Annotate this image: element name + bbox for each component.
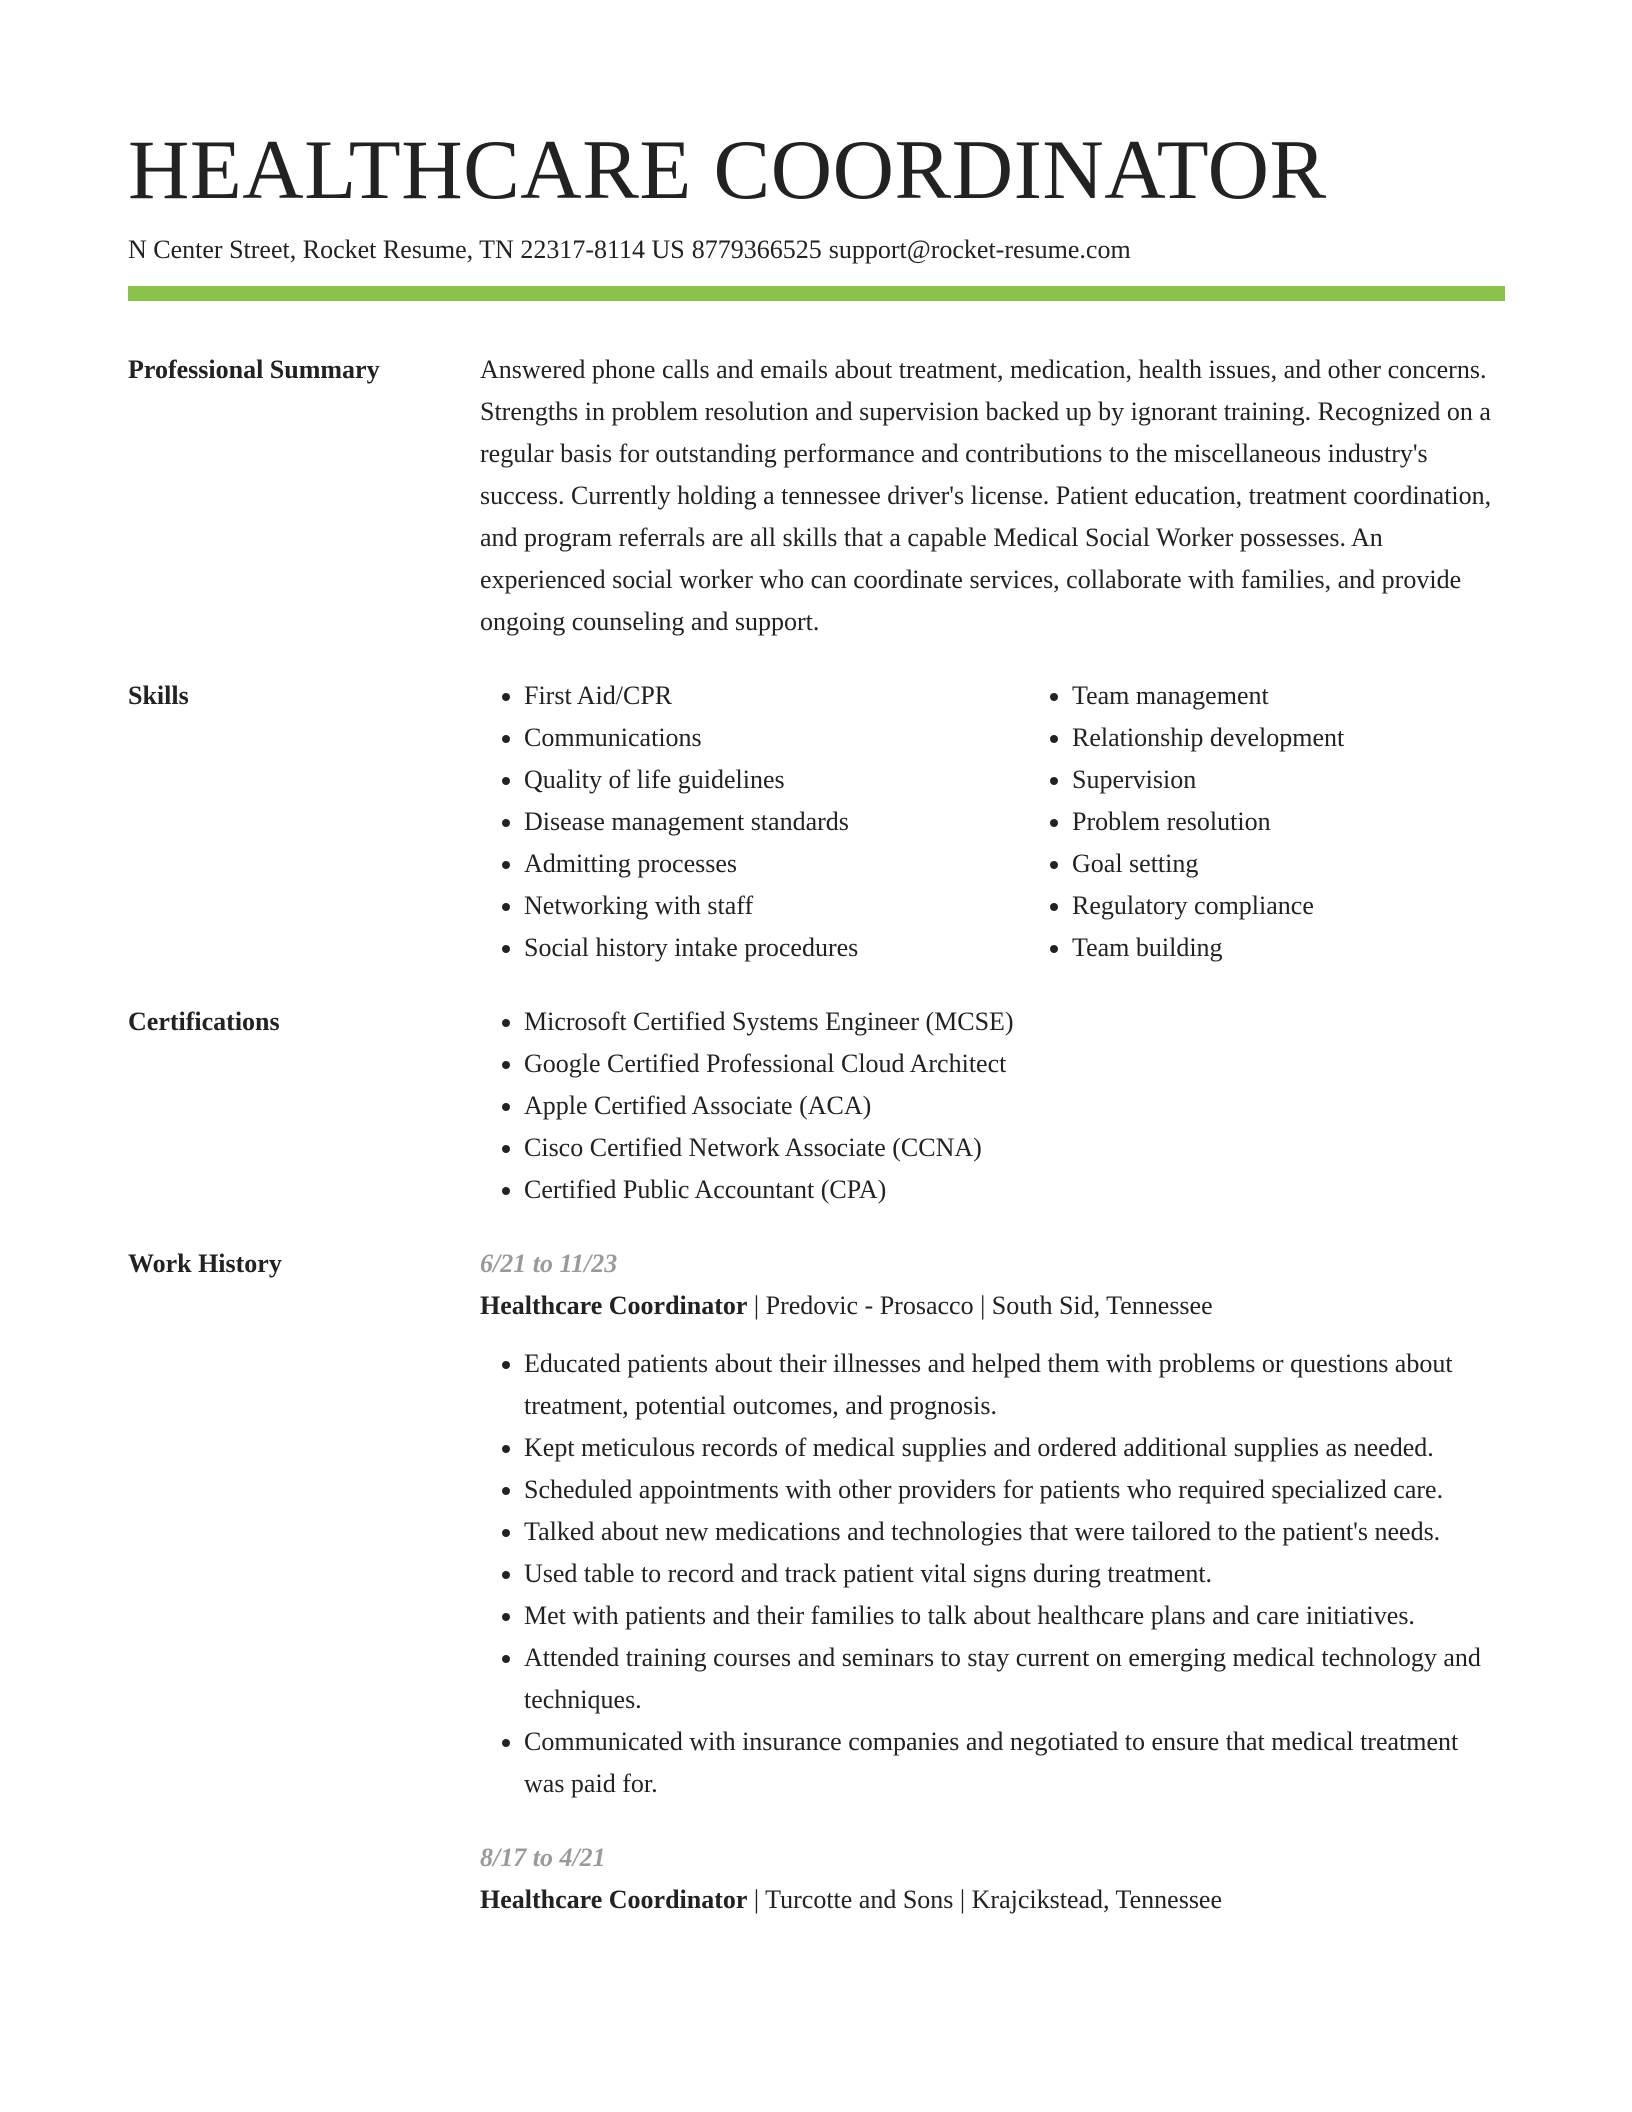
job-bullet: • Educated patients about their illnesses and helped them with problems or questions about treatment, potential outcomes, and prognosis. [524,1343,1505,1427]
resume-name: HEALTHCARE COORDINATOR [128,123,1327,217]
job-dates: 8/17 to 4/21 [480,1843,606,1872]
section-label-work-history: Work History [128,1249,282,1278]
job-heading [480,1879,1505,1921]
job-bullet: • Used table to record and track patient vital signs during treatment. [524,1553,1505,1595]
job-employer-location: | Turcotte and Sons | Krajcikstead, Tennessee [747,1885,1223,1914]
job-heading [480,1285,1505,1327]
skill-item: • Disease management standards [524,801,1028,843]
job-bullet: • Attended training courses and seminars to stay current on emerging medical technology and techniques. [524,1637,1505,1721]
skill-item: • Team management [1072,675,1344,717]
skill-item: • Communications [524,717,1028,759]
job-title: Healthcare Coordinator [480,1291,748,1320]
contact-email: support@rocket-resume.com [828,235,1131,264]
certification-item: • Apple Certified Associate (ACA) [524,1085,1505,1127]
job-dates: 6/21 to 11/23 [480,1249,618,1278]
job-title: Healthcare Coordinator [480,1885,748,1914]
skill-item: • First Aid/CPR [524,675,1028,717]
job-bullet: • Met with patients and their families to talk about healthcare plans and care initiatives. [524,1595,1505,1637]
work-history-section [128,1243,1505,1953]
skill-item: • Goal setting [1072,843,1344,885]
job-entry [480,1243,1505,1805]
skill-item: • Social history intake procedures [524,927,1028,969]
certifications-list [480,1001,1505,1211]
certification-item: • Certified Public Accountant (CPA) [524,1169,1505,1211]
certification-item: • Google Certified Professional Cloud Architect [524,1043,1505,1085]
skills-list-right [1028,675,1344,969]
skill-item: • Supervision [1072,759,1344,801]
header-divider [128,286,1505,301]
contact-phone: 8779366525 [691,235,822,264]
skill-item: • Regulatory compliance [1072,885,1344,927]
skill-item: • Relationship development [1072,717,1344,759]
job-entry [480,1837,1505,1921]
skill-item: • Problem resolution [1072,801,1344,843]
section-label-summary: Professional Summary [128,355,380,384]
job-bullet: • Scheduled appointments with other providers for patients who required specialized care. [524,1469,1505,1511]
job-bullet: • Communicated with insurance companies and negotiated to ensure that medical treatment was paid for. [524,1721,1505,1805]
summary-text: Answered phone calls and emails about treatment, medication, health issues, and other concerns. Strengths in problem resolution and supervision backed up by ignorant training. Recognized on a regular basis for outstanding performance and contributions to the miscellaneous industry's success. Currently holding a tennessee driver's license. Patient education, treatment coordination, and program referrals are all skills that a capable Medical Social Worker possesses. An experienced social worker who can coordinate services, collaborate with families, and provide ongoing counseling and support. [480,355,1492,636]
summary-section [128,349,1505,643]
skill-item: • Quality of life guidelines [524,759,1028,801]
certifications-section [128,1001,1505,1211]
skill-item: • Team building [1072,927,1344,969]
skill-item: • Networking with staff [524,885,1028,927]
skill-item: • Admitting processes [524,843,1028,885]
contact-address: N Center Street, Rocket Resume, TN 22317-8114 US [128,235,685,264]
section-label-certifications: Certifications [128,1007,280,1036]
resume-sections [128,349,1505,1985]
section-label-skills: Skills [128,681,189,710]
job-bullet: • Kept meticulous records of medical supplies and ordered additional supplies as needed. [524,1427,1505,1469]
job-bullets [480,1343,1505,1805]
job-bullet: • Talked about new medications and technologies that were tailored to the patient's needs. [524,1511,1505,1553]
certification-item: • Cisco Certified Network Associate (CCNA) [524,1127,1505,1169]
skills-list-left [480,675,1028,969]
job-employer-location: | Predovic - Prosacco | South Sid, Tennessee [747,1291,1213,1320]
certification-item: • Microsoft Certified Systems Engineer (MCSE) [524,1001,1505,1043]
contact-line [128,233,1131,267]
skills-section [128,675,1505,969]
